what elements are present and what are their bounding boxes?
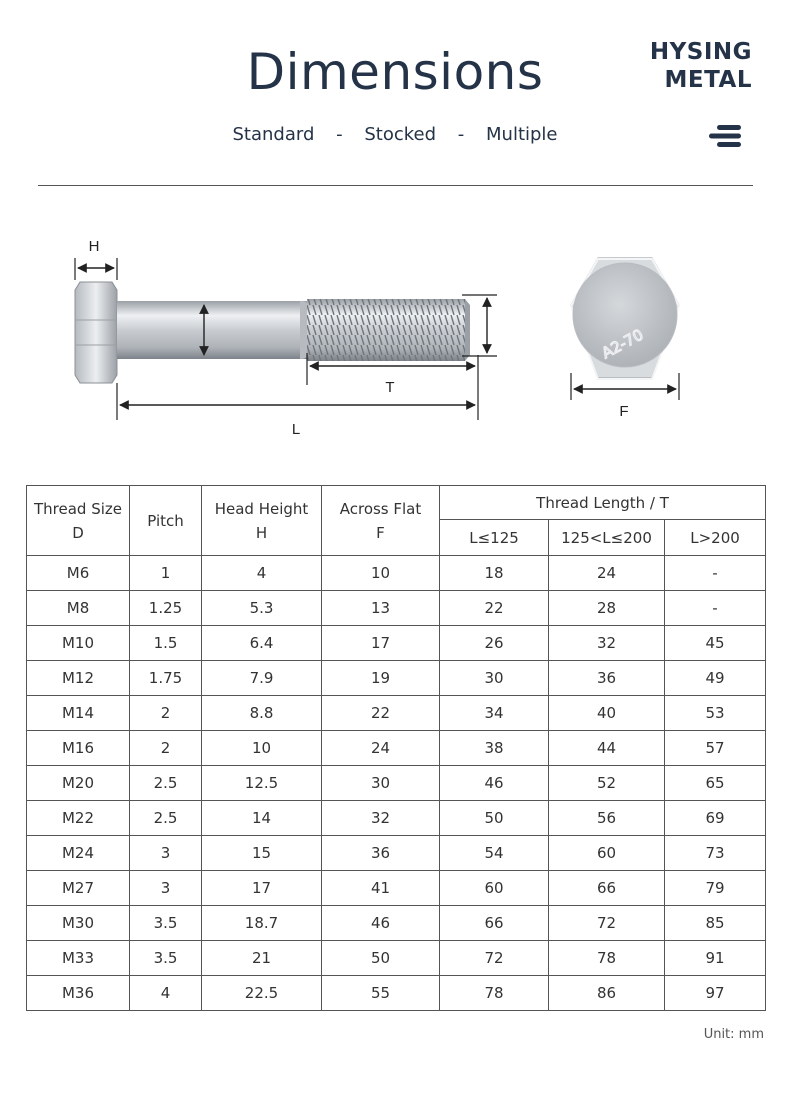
table-cell: M30 xyxy=(27,906,130,941)
table-cell: 1.5 xyxy=(130,626,202,661)
table-cell: 79 xyxy=(665,871,766,906)
table-cell: 73 xyxy=(665,836,766,871)
header-thread-size-sub: D xyxy=(72,523,84,542)
table-cell: 30 xyxy=(322,766,440,801)
table-row xyxy=(27,836,766,871)
dimensions-table xyxy=(26,485,766,1011)
table-cell: 2.5 xyxy=(130,766,202,801)
label-l: L xyxy=(291,421,301,438)
table-cell: 21 xyxy=(202,941,322,976)
table-cell: 46 xyxy=(440,766,549,801)
table-cell: 4 xyxy=(130,976,202,1011)
bolt-shank xyxy=(117,301,307,359)
table-cell: 8.8 xyxy=(202,696,322,731)
table-cell: 24 xyxy=(322,731,440,766)
table-cell: 78 xyxy=(440,976,549,1011)
table-cell: 4 xyxy=(202,556,322,591)
table-row xyxy=(27,906,766,941)
bolt-thread xyxy=(307,299,470,361)
table-cell: 10 xyxy=(322,556,440,591)
table-row xyxy=(27,626,766,661)
page-title: Dimensions xyxy=(246,43,544,101)
table-cell: 66 xyxy=(549,871,665,906)
dimension-t xyxy=(307,353,478,420)
tag-separator: - xyxy=(457,124,465,145)
table-cell: 38 xyxy=(440,731,549,766)
table-cell: 17 xyxy=(202,871,322,906)
header-across-flat-sub: F xyxy=(376,523,385,542)
header-head-height xyxy=(202,486,322,556)
table-cell: 32 xyxy=(322,801,440,836)
table-cell: M22 xyxy=(27,801,130,836)
table-cell: - xyxy=(665,591,766,626)
table-cell: 1.25 xyxy=(130,591,202,626)
table-cell: 41 xyxy=(322,871,440,906)
table-cell: M14 xyxy=(27,696,130,731)
table-cell: 3.5 xyxy=(130,941,202,976)
table-cell: 18.7 xyxy=(202,906,322,941)
table-cell: 1 xyxy=(130,556,202,591)
header-pitch: Pitch xyxy=(130,486,202,556)
table-cell: 3 xyxy=(130,871,202,906)
tagline xyxy=(0,122,790,148)
table-cell: 40 xyxy=(549,696,665,731)
table-body xyxy=(27,556,766,1011)
table-cell: 69 xyxy=(665,801,766,836)
table-cell: 2 xyxy=(130,731,202,766)
header-head-height-label: Head Height xyxy=(214,499,309,518)
table-cell: 72 xyxy=(549,906,665,941)
table-cell: 26 xyxy=(440,626,549,661)
table-cell: 24 xyxy=(549,556,665,591)
tag-standard: Standard xyxy=(232,124,315,145)
label-t: T xyxy=(385,379,395,396)
tag-multiple: Multiple xyxy=(486,124,558,145)
subheader-l-gt-200: L>200 xyxy=(665,520,766,556)
table-header-row xyxy=(27,486,766,520)
hex-head-view xyxy=(571,258,679,379)
table-cell: 60 xyxy=(549,836,665,871)
table-row xyxy=(27,766,766,801)
table-cell: 55 xyxy=(322,976,440,1011)
table-row xyxy=(27,591,766,626)
table-cell: 2 xyxy=(130,696,202,731)
table-cell: 54 xyxy=(440,836,549,871)
table-cell: M12 xyxy=(27,661,130,696)
table-cell: 7.9 xyxy=(202,661,322,696)
table-cell: 12.5 xyxy=(202,766,322,801)
table-cell: 60 xyxy=(440,871,549,906)
table-cell: 14 xyxy=(202,801,322,836)
table-cell: 15 xyxy=(202,836,322,871)
dimension-h xyxy=(75,238,117,280)
table-cell: 53 xyxy=(665,696,766,731)
header-head-height-sub: H xyxy=(255,523,268,542)
table-cell: 72 xyxy=(440,941,549,976)
table-cell: 52 xyxy=(549,766,665,801)
table-cell: M16 xyxy=(27,731,130,766)
table-cell: 18 xyxy=(440,556,549,591)
table-row xyxy=(27,976,766,1011)
table-cell: 22 xyxy=(440,591,549,626)
table-cell: 5.3 xyxy=(202,591,322,626)
brand-logo xyxy=(650,38,752,94)
tag-separator: - xyxy=(336,124,343,145)
header-thread-length: Thread Length / T xyxy=(440,486,766,520)
header-across-flat-label: Across Flat xyxy=(339,499,422,518)
table-cell: 45 xyxy=(665,626,766,661)
table-cell: - xyxy=(665,556,766,591)
table-cell: 44 xyxy=(549,731,665,766)
table-cell: M10 xyxy=(27,626,130,661)
table-cell: 13 xyxy=(322,591,440,626)
table-cell: 97 xyxy=(665,976,766,1011)
head-marking: A2-70 xyxy=(598,325,647,363)
table-cell: 50 xyxy=(322,941,440,976)
header-thread-size xyxy=(27,486,130,556)
table-cell: 57 xyxy=(665,731,766,766)
table-cell: 28 xyxy=(549,591,665,626)
table-cell: M6 xyxy=(27,556,130,591)
tag-stocked: Stocked xyxy=(364,124,437,145)
menu-lines-icon[interactable] xyxy=(708,124,742,148)
table-cell: 50 xyxy=(440,801,549,836)
table-cell: 49 xyxy=(665,661,766,696)
brand-line-2: METAL xyxy=(664,67,752,93)
table-cell: M20 xyxy=(27,766,130,801)
table-cell: M36 xyxy=(27,976,130,1011)
table-row xyxy=(27,941,766,976)
table-cell: 46 xyxy=(322,906,440,941)
header-thread-size-label: Thread Size xyxy=(33,499,122,518)
label-f: F xyxy=(619,403,629,420)
table-row xyxy=(27,801,766,836)
table-cell: 65 xyxy=(665,766,766,801)
table-cell: 32 xyxy=(549,626,665,661)
table-cell: 6.4 xyxy=(202,626,322,661)
table-cell: 86 xyxy=(549,976,665,1011)
table-row xyxy=(27,696,766,731)
table-cell: 1.75 xyxy=(130,661,202,696)
bolt-diagram xyxy=(0,225,790,455)
table-cell: 36 xyxy=(322,836,440,871)
table-cell: 22.5 xyxy=(202,976,322,1011)
subheader-l-le-125: L≤125 xyxy=(440,520,549,556)
table-cell: 10 xyxy=(202,731,322,766)
table-cell: 3 xyxy=(130,836,202,871)
table-cell: 2.5 xyxy=(130,801,202,836)
table-cell: 19 xyxy=(322,661,440,696)
subheader-125-l-200: 125<L≤200 xyxy=(549,520,665,556)
table-cell: 36 xyxy=(549,661,665,696)
table-cell: M27 xyxy=(27,871,130,906)
label-h: H xyxy=(88,238,100,255)
table-row xyxy=(27,871,766,906)
table-cell: 17 xyxy=(322,626,440,661)
unit-note: Unit: mm xyxy=(703,1027,764,1042)
table-cell: 66 xyxy=(440,906,549,941)
table-cell: 22 xyxy=(322,696,440,731)
table-cell: 34 xyxy=(440,696,549,731)
bolt-head xyxy=(75,282,117,383)
table-row xyxy=(27,731,766,766)
dimension-f xyxy=(571,373,679,420)
table-cell: 85 xyxy=(665,906,766,941)
header-divider xyxy=(38,185,753,186)
dimension-l xyxy=(117,383,475,438)
table-cell: M33 xyxy=(27,941,130,976)
header-across-flat xyxy=(322,486,440,556)
table-cell: 91 xyxy=(665,941,766,976)
table-cell: M8 xyxy=(27,591,130,626)
brand-line-1: HYSING xyxy=(649,39,752,65)
table-cell: M24 xyxy=(27,836,130,871)
table-cell: 3.5 xyxy=(130,906,202,941)
table-cell: 78 xyxy=(549,941,665,976)
table-cell: 30 xyxy=(440,661,549,696)
table-cell: 56 xyxy=(549,801,665,836)
table-row xyxy=(27,661,766,696)
table-row xyxy=(27,556,766,591)
